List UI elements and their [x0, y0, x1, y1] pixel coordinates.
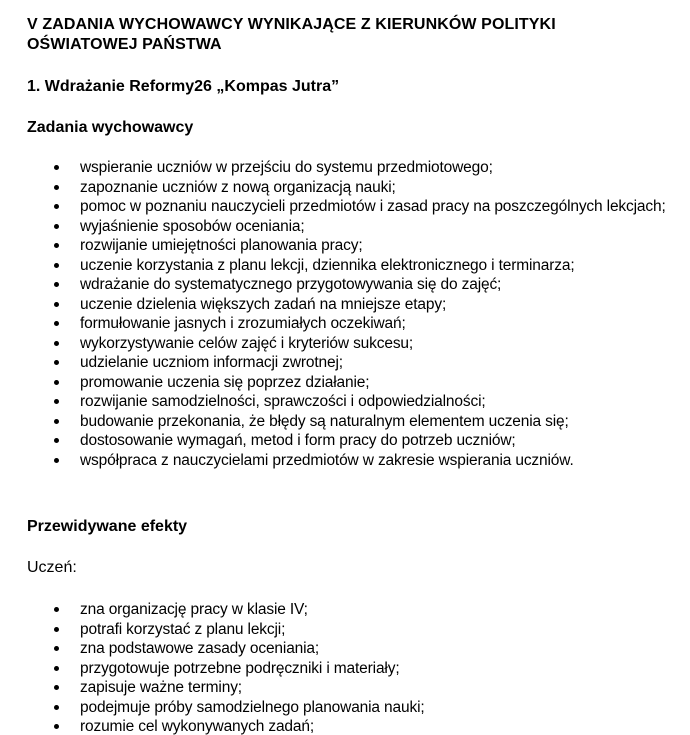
tasks-list — [0, 158, 690, 470]
list-item-text: wyjaśnienie sposobów oceniania; — [80, 217, 305, 235]
list-item-text: promowanie uczenia się poprzez działanie; — [80, 373, 370, 391]
bullet-dot-icon — [54, 666, 59, 671]
list-item — [0, 373, 690, 393]
effects-heading: Przewidywane efekty — [27, 518, 188, 535]
student-label: Uczeń: — [27, 559, 77, 576]
list-item-text: podejmuje próby samodzielnego planowania nauki; — [80, 698, 425, 716]
list-item — [0, 392, 690, 412]
list-item-text: zapoznanie uczniów z nową organizacją nauki; — [80, 178, 396, 196]
bullet-dot-icon — [54, 438, 59, 443]
bullet-dot-icon — [54, 224, 59, 229]
section-heading: 1. Wdrażanie Reformy26 „Kompas Jutra” — [27, 78, 340, 95]
bullet-dot-icon — [54, 646, 59, 651]
bullet-dot-icon — [54, 607, 59, 612]
bullet-dot-icon — [54, 724, 59, 729]
effects-list — [0, 600, 690, 735]
bullet-dot-icon — [54, 243, 59, 248]
list-item — [0, 353, 690, 373]
list-item — [0, 236, 690, 256]
list-item-text: rozwijanie samodzielności, sprawczości i odpowiedzialności; — [80, 393, 486, 410]
list-item — [0, 431, 690, 451]
list-item — [0, 717, 690, 735]
bullet-dot-icon — [54, 204, 59, 209]
bullet-dot-icon — [54, 458, 59, 463]
list-item — [0, 314, 690, 334]
list-item — [0, 659, 690, 679]
list-item-text: przygotowuje potrzebne podręczniki i materiały; — [80, 659, 400, 677]
bullet-dot-icon — [54, 399, 59, 404]
list-item — [0, 178, 690, 198]
bullet-dot-icon — [54, 185, 59, 190]
document-title: V ZADANIA WYCHOWAWCY WYNIKAJĄCE Z KIERUNKÓW POLITYKI OŚWIATOWEJ PAŃSTWA — [27, 16, 556, 53]
list-item-text: zapisuje ważne terminy; — [80, 679, 242, 696]
list-item-text: zna organizację pracy w klasie IV; — [80, 601, 308, 618]
list-item-text: dostosowanie wymagań, metod i form pracy do potrzeb uczniów; — [80, 432, 516, 449]
bullet-dot-icon — [54, 282, 59, 287]
bullet-dot-icon — [54, 302, 59, 307]
list-item-text: wspieranie uczniów w przejściu do systemu przedmiotowego; — [80, 159, 493, 176]
bullet-dot-icon — [54, 360, 59, 365]
list-item — [0, 620, 690, 640]
bullet-dot-icon — [54, 321, 59, 326]
bullet-dot-icon — [54, 165, 59, 170]
list-item-text: potrafi korzystać z planu lekcji; — [80, 620, 286, 638]
list-item-text: rozwijanie umiejętności planowania pracy; — [80, 237, 363, 254]
bullet-dot-icon — [54, 263, 59, 268]
list-item-text: pomoc w poznaniu nauczycieli przedmiotów i zasad pracy na poszczególnych lekcjach; — [80, 198, 666, 215]
list-item-text: współpraca z nauczycielami przedmiotów w zakresie wspierania uczniów. — [80, 451, 574, 469]
list-item-text: rozumie cel wykonywanych zadań; — [80, 718, 314, 735]
list-item — [0, 158, 690, 178]
list-item — [0, 275, 690, 295]
list-item-text: uczenie dzielenia większych zadań na mniejsze etapy; — [80, 295, 447, 313]
list-item — [0, 334, 690, 354]
bullet-dot-icon — [54, 685, 59, 690]
list-item-text: uczenie korzystania z planu lekcji, dziennika elektronicznego i terminarza; — [80, 256, 575, 274]
bullet-dot-icon — [54, 419, 59, 424]
tasks-heading: Zadania wychowawcy — [27, 119, 194, 136]
list-item-text: wykorzystywanie celów zajęć i kryteriów sukcesu; — [80, 334, 414, 352]
list-item — [0, 295, 690, 315]
bullet-dot-icon — [54, 627, 59, 632]
list-item — [0, 256, 690, 276]
bullet-dot-icon — [54, 380, 59, 385]
list-item-text: udzielanie uczniom informacji zwrotnej; — [80, 354, 343, 371]
list-item-text: wdrażanie do systematycznego przygotowywania się do zajęć; — [80, 276, 502, 293]
list-item — [0, 217, 690, 237]
list-item-text: budowanie przekonania, że błędy są naturalnym elementem uczenia się; — [80, 412, 569, 430]
list-item — [0, 197, 690, 217]
list-item — [0, 412, 690, 432]
list-item — [0, 698, 690, 718]
list-item — [0, 678, 690, 698]
list-item — [0, 600, 690, 620]
list-item — [0, 451, 690, 471]
list-item-text: zna podstawowe zasady oceniania; — [80, 640, 320, 657]
list-item — [0, 639, 690, 659]
bullet-dot-icon — [54, 341, 59, 346]
list-item-text: formułowanie jasnych i zrozumiałych oczekiwań; — [80, 315, 406, 332]
bullet-dot-icon — [54, 705, 59, 710]
